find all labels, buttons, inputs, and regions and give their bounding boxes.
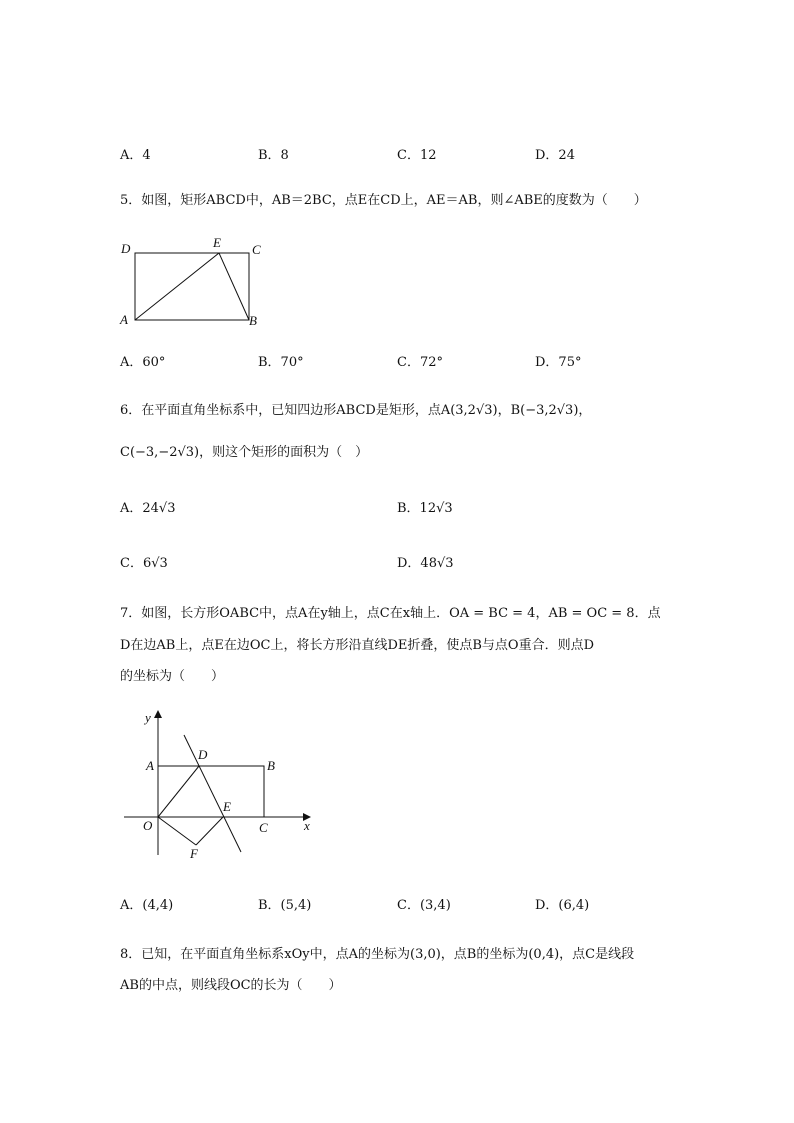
label-d: D [198, 747, 208, 762]
q8-question-line2: AB的中点，则线段OC的长为（ ） [120, 978, 342, 993]
label-b: B [249, 313, 257, 328]
label-y: y [145, 710, 151, 725]
label-d: D [121, 241, 131, 256]
q5-figure-rectangle [110, 232, 280, 332]
q7-option-c: C．(3,4) [397, 898, 451, 913]
label-x: x [304, 818, 310, 833]
q7-question-line1: 7．如图，长方形OABC中，点A在y轴上，点C在x轴上．OA = BC = 4，AB = OC = 8．点 [120, 606, 661, 621]
q5-option-c: C．72° [397, 355, 443, 370]
segment-of [158, 817, 196, 845]
q6-option-c: C．6√3 [120, 556, 168, 571]
segment-fe [196, 817, 223, 845]
label-c: C [252, 242, 261, 257]
label-c: C [259, 820, 268, 835]
segment-od [158, 766, 199, 817]
fold-line-de [184, 735, 241, 852]
q6-question-line2: C(−3,−2√3)，则这个矩形的面积为（ ） [120, 445, 369, 460]
segment-be [219, 253, 249, 320]
q6-option-d: D．48√3 [397, 556, 454, 571]
q4-option-c: C．12 [397, 148, 437, 163]
q5-option-b: B．70° [258, 355, 304, 370]
q5-question: 5．如图，矩形ABCD中，AB＝2BC，点E在CD上，AE＝AB，则∠ABE的度数为（ ） [120, 193, 647, 208]
label-e: E [213, 235, 221, 250]
label-a: A [146, 758, 154, 773]
q7-figure-coordinate [120, 705, 320, 865]
q6-option-a: A．24√3 [120, 501, 176, 516]
q8-question-line1: 8．已知，在平面直角坐标系xOy中，点A的坐标为(3,0)，点B的坐标为(0,4)，点C是线段 [120, 947, 635, 962]
q4-option-a: A．4 [120, 148, 151, 163]
q5-option-d: D．75° [535, 355, 582, 370]
q7-option-b: B．(5,4) [258, 898, 312, 913]
label-b: B [267, 758, 275, 773]
label-o: O [143, 818, 153, 833]
q7-question-line3: 的坐标为（ ） [120, 669, 225, 684]
q7-option-d: D．(6,4) [535, 898, 590, 913]
q6-question-line1: 6．在平面直角坐标系中，已知四边形ABCD是矩形，点A(3,2√3)，B(−3,2√3)， [120, 403, 592, 418]
segment-ae [135, 253, 219, 320]
label-a: A [120, 312, 128, 327]
q6-option-b: B．12√3 [397, 501, 453, 516]
q7-option-a: A．(4,4) [120, 898, 174, 913]
q4-option-d: D．24 [535, 148, 575, 163]
label-e: E [223, 799, 231, 814]
rect-abcd [135, 253, 249, 320]
q4-option-b: B．8 [258, 148, 289, 163]
label-f: F [190, 846, 198, 861]
q7-question-line2: D在边AB上，点E在边OC上，将长方形沿直线DE折叠，使点B与点O重合．则点D [120, 638, 595, 653]
q5-option-a: A．60° [120, 355, 166, 370]
